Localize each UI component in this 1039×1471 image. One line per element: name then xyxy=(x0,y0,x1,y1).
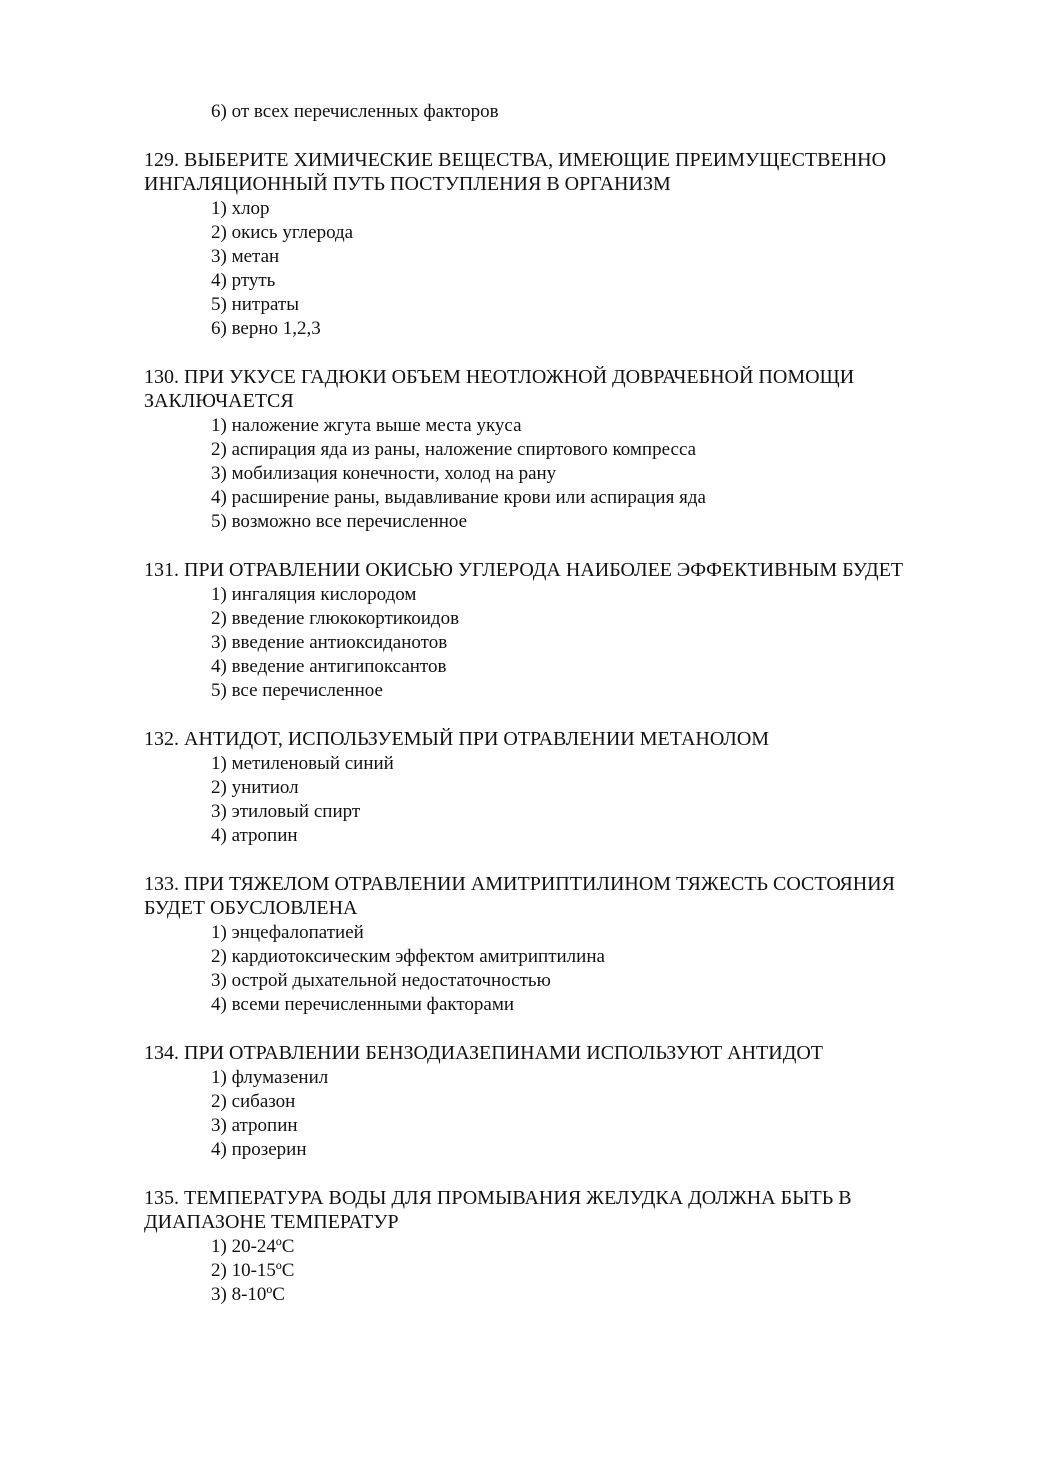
question-heading: 130. ПРИ УКУСЕ ГАДЮКИ ОБЪЕМ НЕОТЛОЖНОЙ ДОВРАЧЕБНОЙ ПОМОЩИ xyxy=(144,366,855,388)
option-item: 6) верно 1,2,3 xyxy=(211,318,321,339)
question-heading: 131. ПРИ ОТРАВЛЕНИИ ОКИСЬЮ УГЛЕРОДА НАИБОЛЕЕ ЭФФЕКТИВНЫМ БУДЕТ xyxy=(144,559,904,581)
option-item: 3) введение антиоксиданотов xyxy=(211,632,448,653)
option-item: 2) сибазон xyxy=(211,1091,296,1112)
option-item: 3) метан xyxy=(211,246,280,267)
option-item: 4) введение антигипоксантов xyxy=(211,656,447,677)
option-item: 5) все перечисленное xyxy=(211,680,383,701)
option-item: 3) мобилизация конечности, холод на рану xyxy=(211,463,557,484)
question-heading: 132. АНТИДОТ, ИСПОЛЬЗУЕМЫЙ ПРИ ОТРАВЛЕНИИ МЕТАНОЛОМ xyxy=(144,728,770,750)
question-heading: ИНГАЛЯЦИОННЫЙ ПУТЬ ПОСТУПЛЕНИЯ В ОРГАНИЗМ xyxy=(144,173,671,195)
question-heading: ДИАПАЗОНЕ ТЕМПЕРАТУР xyxy=(144,1211,399,1233)
option-item: 3) острой дыхательной недостаточностью xyxy=(211,970,551,991)
option-item: 5) возможно все перечисленное xyxy=(211,511,468,532)
option-item: 4) прозерин xyxy=(211,1139,307,1160)
option-item: 4) расширение раны, выдавливание крови или аспирация яда xyxy=(211,487,706,508)
option-item: 3) атропин xyxy=(211,1115,298,1136)
option-item: 2) аспирация яда из раны, наложение спиртового компресса xyxy=(211,439,697,460)
option-item: 4) ртуть xyxy=(211,270,276,291)
option-item: 4) атропин xyxy=(211,825,298,846)
option-item: 5) нитраты xyxy=(211,294,299,315)
option-item: 3) 8-10ºC xyxy=(211,1284,285,1305)
option-item: 1) флумазенил xyxy=(211,1067,329,1088)
option-item: 1) метиленовый синий xyxy=(211,753,394,774)
option-item: 2) 10-15ºC xyxy=(211,1260,295,1281)
option-item: 1) наложение жгута выше места укуса xyxy=(211,415,522,436)
option-item: 1) 20-24ºC xyxy=(211,1236,295,1257)
option-item: 1) энцефалопатией xyxy=(211,922,364,943)
option-item: 2) окись углерода xyxy=(211,222,354,243)
option-item: 2) унитиол xyxy=(211,777,299,798)
question-heading: 133. ПРИ ТЯЖЕЛОМ ОТРАВЛЕНИИ АМИТРИПТИЛИНОМ ТЯЖЕСТЬ СОСТОЯНИЯ xyxy=(144,873,895,895)
option-item: 6) от всех перечисленных факторов xyxy=(211,101,499,122)
option-item: 1) ингаляция кислородом xyxy=(211,584,417,605)
question-heading: ЗАКЛЮЧАЕТСЯ xyxy=(144,390,294,412)
option-item: 4) всеми перечисленными факторами xyxy=(211,994,515,1015)
option-item: 2) введение глюкокортикоидов xyxy=(211,608,460,629)
question-heading: 129. ВЫБЕРИТЕ ХИМИЧЕСКИЕ ВЕЩЕСТВА, ИМЕЮЩИЕ ПРЕИМУЩЕСТВЕННО xyxy=(144,149,887,171)
question-heading: 135. ТЕМПЕРАТУРА ВОДЫ ДЛЯ ПРОМЫВАНИЯ ЖЕЛУДКА ДОЛЖНА БЫТЬ В xyxy=(144,1187,852,1209)
option-item: 2) кардиотоксическим эффектом амитриптилина xyxy=(211,946,605,967)
question-heading: БУДЕТ ОБУСЛОВЛЕНА xyxy=(144,897,358,919)
option-item: 1) хлор xyxy=(211,198,270,219)
option-item: 3) этиловый спирт xyxy=(211,801,361,822)
question-heading: 134. ПРИ ОТРАВЛЕНИИ БЕНЗОДИАЗЕПИНАМИ ИСПОЛЬЗУЮТ АНТИДОТ xyxy=(144,1042,824,1064)
